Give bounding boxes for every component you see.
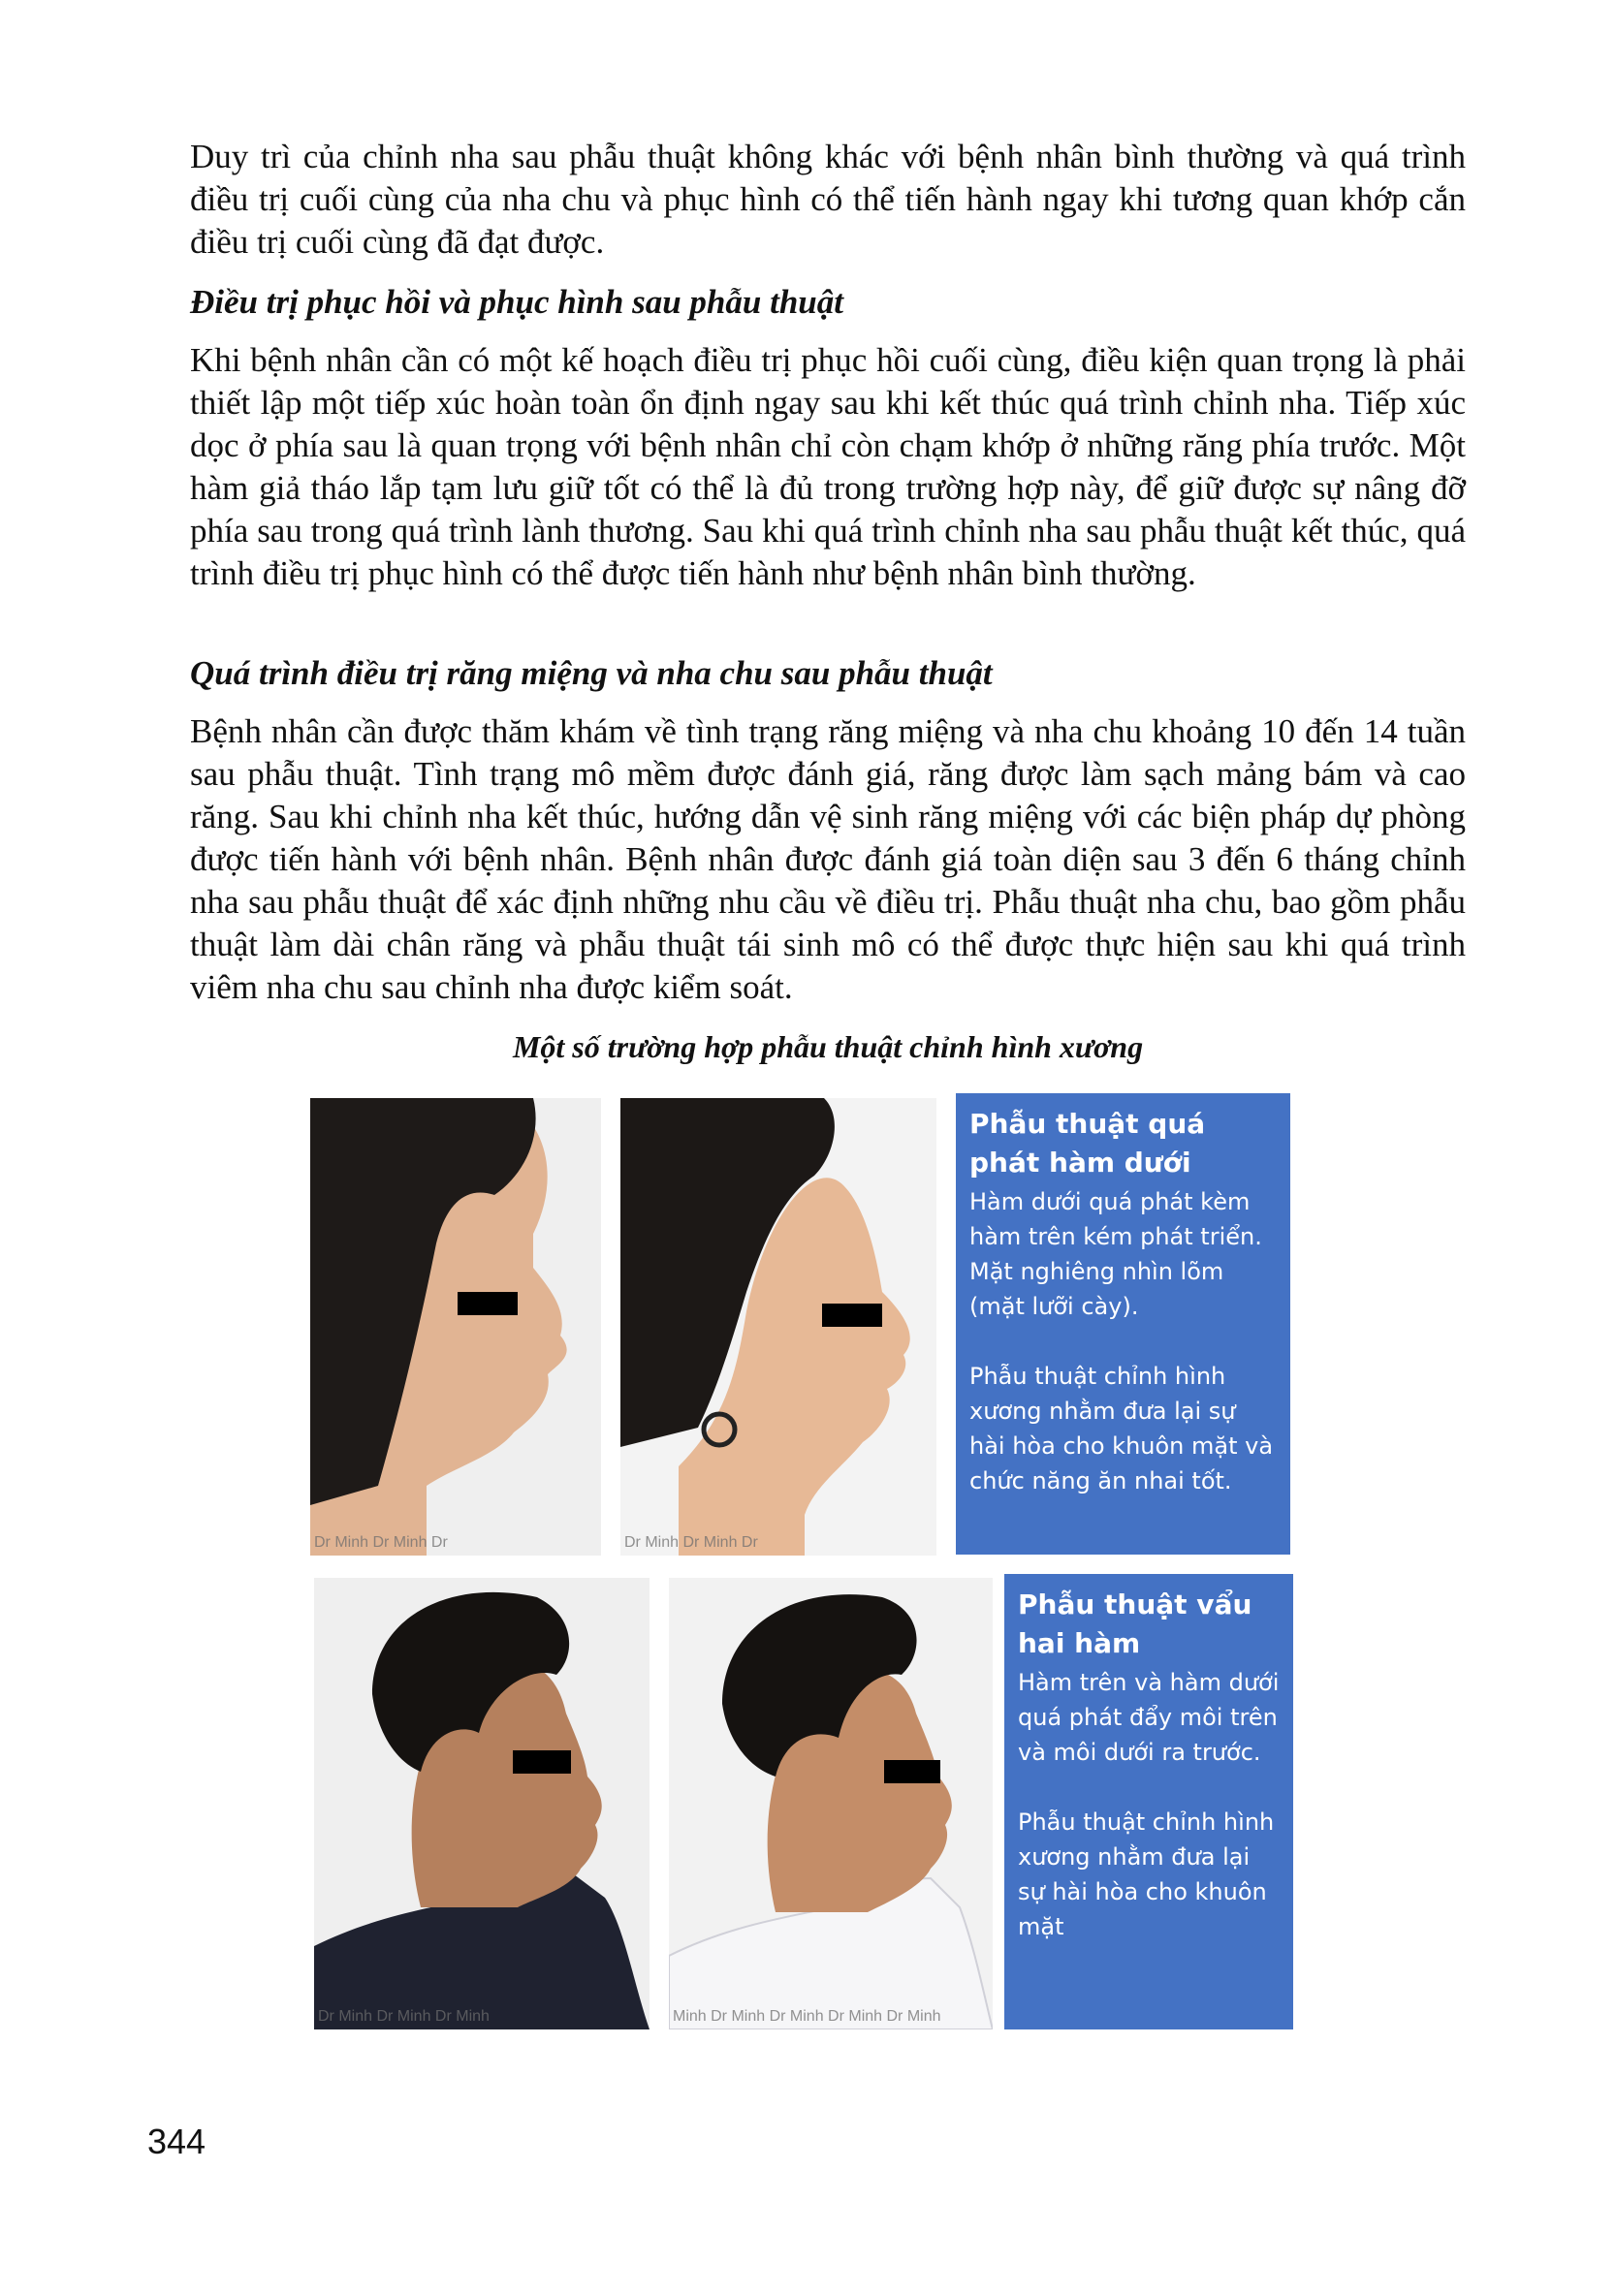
case1-title: Phẫu thuật quá phát hàm dưới (969, 1108, 1206, 1179)
case2-treatment: Phẫu thuật chỉnh hình xương nhằm đưa lại sự hài hòa cho khuôn mặt (1018, 1808, 1275, 1940)
case1-description: Hàm dưới quá phát kèm hàm trên kém phát triển. Mặt nghiêng nhìn lõm (mặt lưỡi cày). (969, 1188, 1262, 1320)
patient-photo-case1-before (310, 1098, 601, 1556)
periodontal-block (190, 710, 1466, 1009)
case1-info-box (956, 1093, 1290, 1555)
photo-watermark: Dr Minh Dr Minh Dr (624, 1534, 758, 1551)
restorative-paragraph: Khi bệnh nhân cần có một kế hoạch điều trị phục hồi cuối cùng, điều kiện quan trọng là phải thiết lập một tiếp xúc hoàn toàn ổn định ngay sau khi kết thúc quá trình chỉnh nha. Tiếp xúc dọc ở phía sau là quan trọng với bệnh nhân chỉ còn chạm khớp ở những răng phía trước. Một hàm giả tháo lắp tạm lưu giữ tốt có thể là đủ trong trường hợp này, để giữ được sự nâng đỡ phía sau trong quá trình lành thương. Sau khi quá trình chỉnh nha sau phẫu thuật kết thúc, quá trình điều trị phục hình có thể được tiến hành như bệnh nhân bình thường. (190, 341, 1466, 592)
restorative-block (190, 339, 1466, 595)
case1-treatment: Phẫu thuật chỉnh hình xương nhằm đưa lại sự hài hòa cho khuôn mặt và chức năng ăn nhai tốt. (969, 1363, 1274, 1494)
patient-photo-case2-before (314, 1578, 650, 2029)
section-heading-periodontal: Quá trình điều trị răng miệng và nha chu sau phẫu thuật (190, 654, 993, 692)
page-number: 344 (147, 2122, 206, 2161)
case2-info-box (1004, 1574, 1293, 2029)
photo-watermark: Dr Minh Dr Minh Dr (314, 1534, 448, 1551)
case2-title: Phẫu thuật vẩu hai hàm (1018, 1588, 1252, 1659)
intro-paragraph: Duy trì của chỉnh nha sau phẫu thuật không khác với bệnh nhân bình thường và quá trình điều trị cuối cùng của nha chu và phục hình có thể tiến hành ngay khi tương quan khớp cắn điều trị cuối cùng đã đạt được. (190, 138, 1466, 261)
photo-watermark: Dr Minh Dr Minh Dr Minh (318, 2008, 490, 2025)
photo-watermark: Minh Dr Minh Dr Minh Dr Minh Dr Minh (673, 2008, 941, 2025)
intro-block (190, 136, 1466, 264)
periodontal-paragraph: Bệnh nhân cần được thăm khám về tình trạng răng miệng và nha chu khoảng 10 đến 14 tuần sau phẫu thuật. Tình trạng mô mềm được đánh giá, răng được làm sạch mảng bám và cao răng. Sau khi chỉnh nha kết thúc, hướng dẫn vệ sinh răng miệng với các biện pháp dự phòng được tiến hành với bệnh nhân. Bệnh nhân được đánh giá toàn diện sau 3 đến 6 tháng chỉnh nha sau phẫu thuật để xác định những nhu cầu về điều trị. Phẫu thuật nha chu, bao gồm phẫu thuật làm dài chân răng và phẫu thuật tái sinh mô có thể được thực hiện sau khi quá trình viêm nha chu sau chỉnh nha được kiểm soát. (190, 712, 1466, 1006)
patient-photo-case1-after (620, 1098, 936, 1556)
case2-description: Hàm trên và hàm dưới quá phát đẩy môi trên và môi dưới ra trước. (1018, 1669, 1280, 1766)
figure-caption: Một số trường hợp phẫu thuật chỉnh hình xương (512, 1029, 1144, 1064)
section-heading-restorative: Điều trị phục hồi và phục hình sau phẫu thuật (190, 283, 843, 321)
patient-photo-case2-after (669, 1578, 993, 2029)
